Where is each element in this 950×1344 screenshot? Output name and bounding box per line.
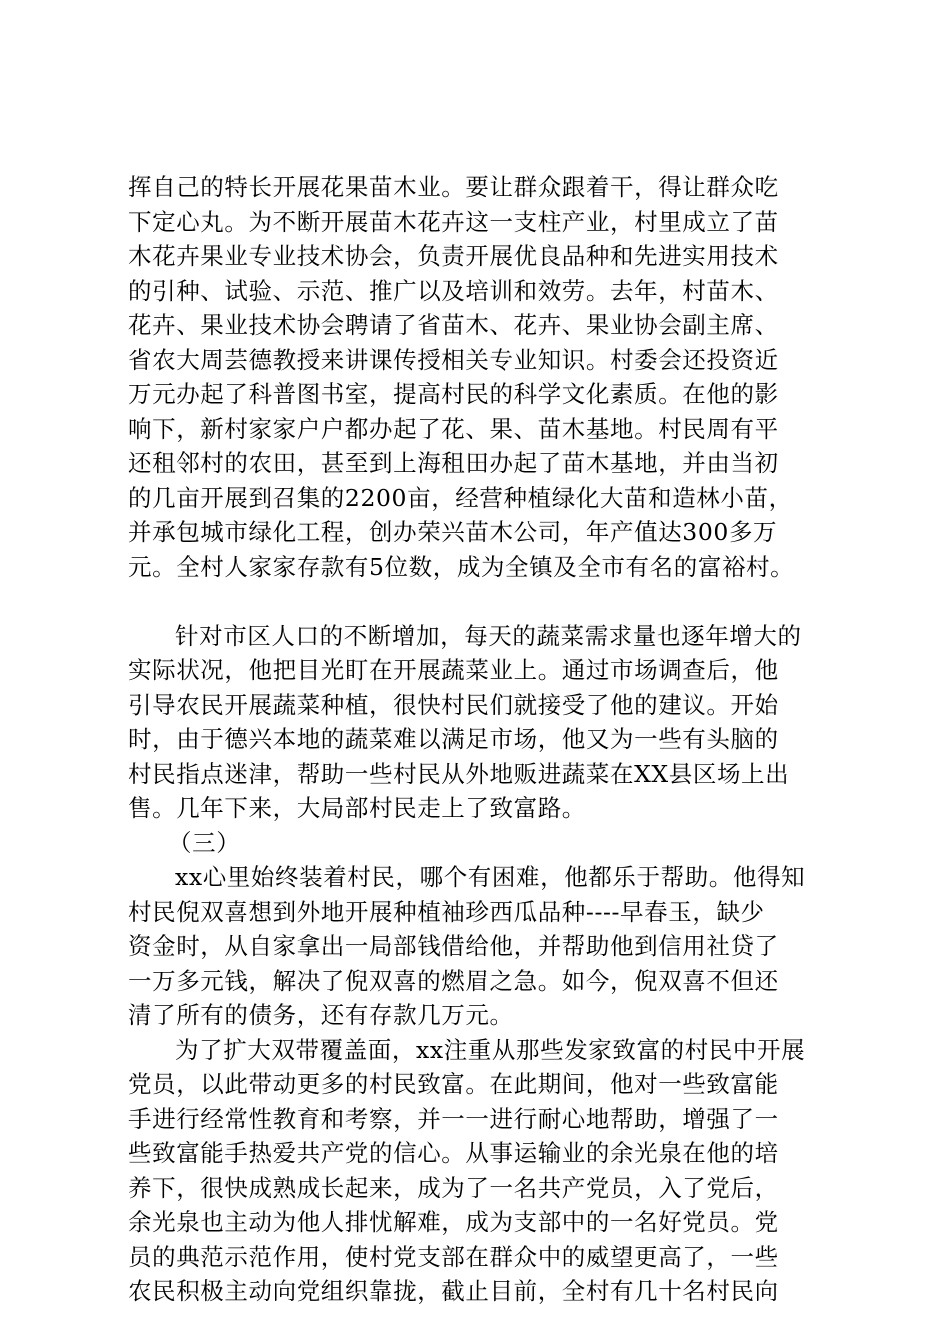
- text-line: 的几亩开展到召集的2200亩，经营种植绿化大苗和造林小苗，: [128, 483, 793, 512]
- text-line: 引导农民开展蔬菜种植，很快村民们就接受了他的建议。开始: [128, 690, 779, 719]
- text-line: 花卉、果业技术协会聘请了省苗木、花卉、果业协会副主席、: [128, 311, 779, 339]
- text-line: 一万多元钱，解决了倪双喜的燃眉之急。如今，倪双喜不但还: [128, 966, 779, 995]
- text-line: 还租邻村的农田，甚至到上海租田办起了苗木基地，并由当初: [128, 449, 779, 477]
- text-line: 余光泉也主动为他人排忧解难，成为支部中的一名好党员。党: [128, 1208, 779, 1236]
- text-line: 时，由于德兴本地的蔬菜难以满足市场，他又为一些有头脑的: [128, 725, 779, 753]
- text-line: 木花卉果业专业技术协会，负责开展优良品种和先进实用技术: [128, 242, 779, 270]
- paragraph-gap: [128, 584, 840, 619]
- section-heading-text: （三）: [168, 828, 241, 857]
- text-line: xx心里始终装着村民，哪个有困难，他都乐于帮助。他得知: [175, 863, 806, 891]
- paragraph-3: [128, 860, 840, 1033]
- text-line: 实际状况，他把目光盯在开展蔬菜业上。通过市场调查后，他: [128, 656, 779, 684]
- text-line: 为了扩大双带覆盖面，xx注重从那些发家致富的村民中开展: [175, 1035, 806, 1064]
- text-line: 挥自己的特长开展花果苗木业。要让群众跟着干，得让群众吃: [128, 173, 779, 201]
- text-line: 养下，很快成熟成长起来，成为了一名共产党员，入了党后，: [128, 1173, 779, 1202]
- paragraph-1: [128, 170, 840, 584]
- text-line: 下定心丸。为不断开展苗木花卉这一支柱产业，村里成立了苗: [128, 207, 779, 236]
- text-line: 农民积极主动向党组织靠拢，截止目前，全村有几十名村民向: [128, 1277, 779, 1305]
- text-line: 村民倪双喜想到外地开展种植袖珍西瓜品种----早春玉，缺少: [128, 897, 765, 926]
- text-line: 元。全村人家家存款有5位数，成为全镇及全市有名的富裕村。: [128, 552, 795, 581]
- text-line: 并承包城市绿化工程，创办荣兴苗木公司，年产值达300多万: [128, 518, 778, 546]
- document-page: [128, 170, 840, 1309]
- paragraph-2: [128, 619, 840, 826]
- text-line: 万元办起了科普图书室，提高村民的科学文化素质。在他的影: [128, 380, 779, 408]
- text-line: 响下，新村家家户户都办起了花、果、苗木基地。村民周有平: [128, 414, 779, 443]
- text-line: 省农大周芸德教授来讲课传授相关专业知识。村委会还投资近: [128, 345, 779, 374]
- text-line: 些致富能手热爱共产党的信心。从事运输业的余光泉在他的培: [128, 1139, 779, 1167]
- text-line: 员的典范示范作用，使村党支部在群众中的威望更高了，一些: [128, 1242, 779, 1271]
- section-heading: [128, 826, 840, 861]
- text-line: 村民指点迷津，帮助一些村民从外地贩进蔬菜在XX县区场上出: [128, 759, 790, 788]
- text-line: 清了所有的债务，还有存款几万元。: [128, 1001, 514, 1029]
- text-line: 售。几年下来，大局部村民走上了致富路。: [128, 794, 586, 822]
- text-line: 的引种、试验、示范、推广以及培训和效劳。去年，村苗木、: [128, 276, 779, 305]
- text-line: 手进行经常性教育和考察，并一一进行耐心地帮助，增强了一: [128, 1104, 779, 1133]
- paragraph-4: [128, 1033, 840, 1309]
- text-line: 针对市区人口的不断增加，每天的蔬菜需求量也逐年增大的: [175, 621, 802, 650]
- text-line: 资金时，从自家拿出一局部钱借给他，并帮助他到信用社贷了: [128, 932, 779, 960]
- text-line: 党员，以此带动更多的村民致富。在此期间，他对一些致富能: [128, 1070, 779, 1098]
